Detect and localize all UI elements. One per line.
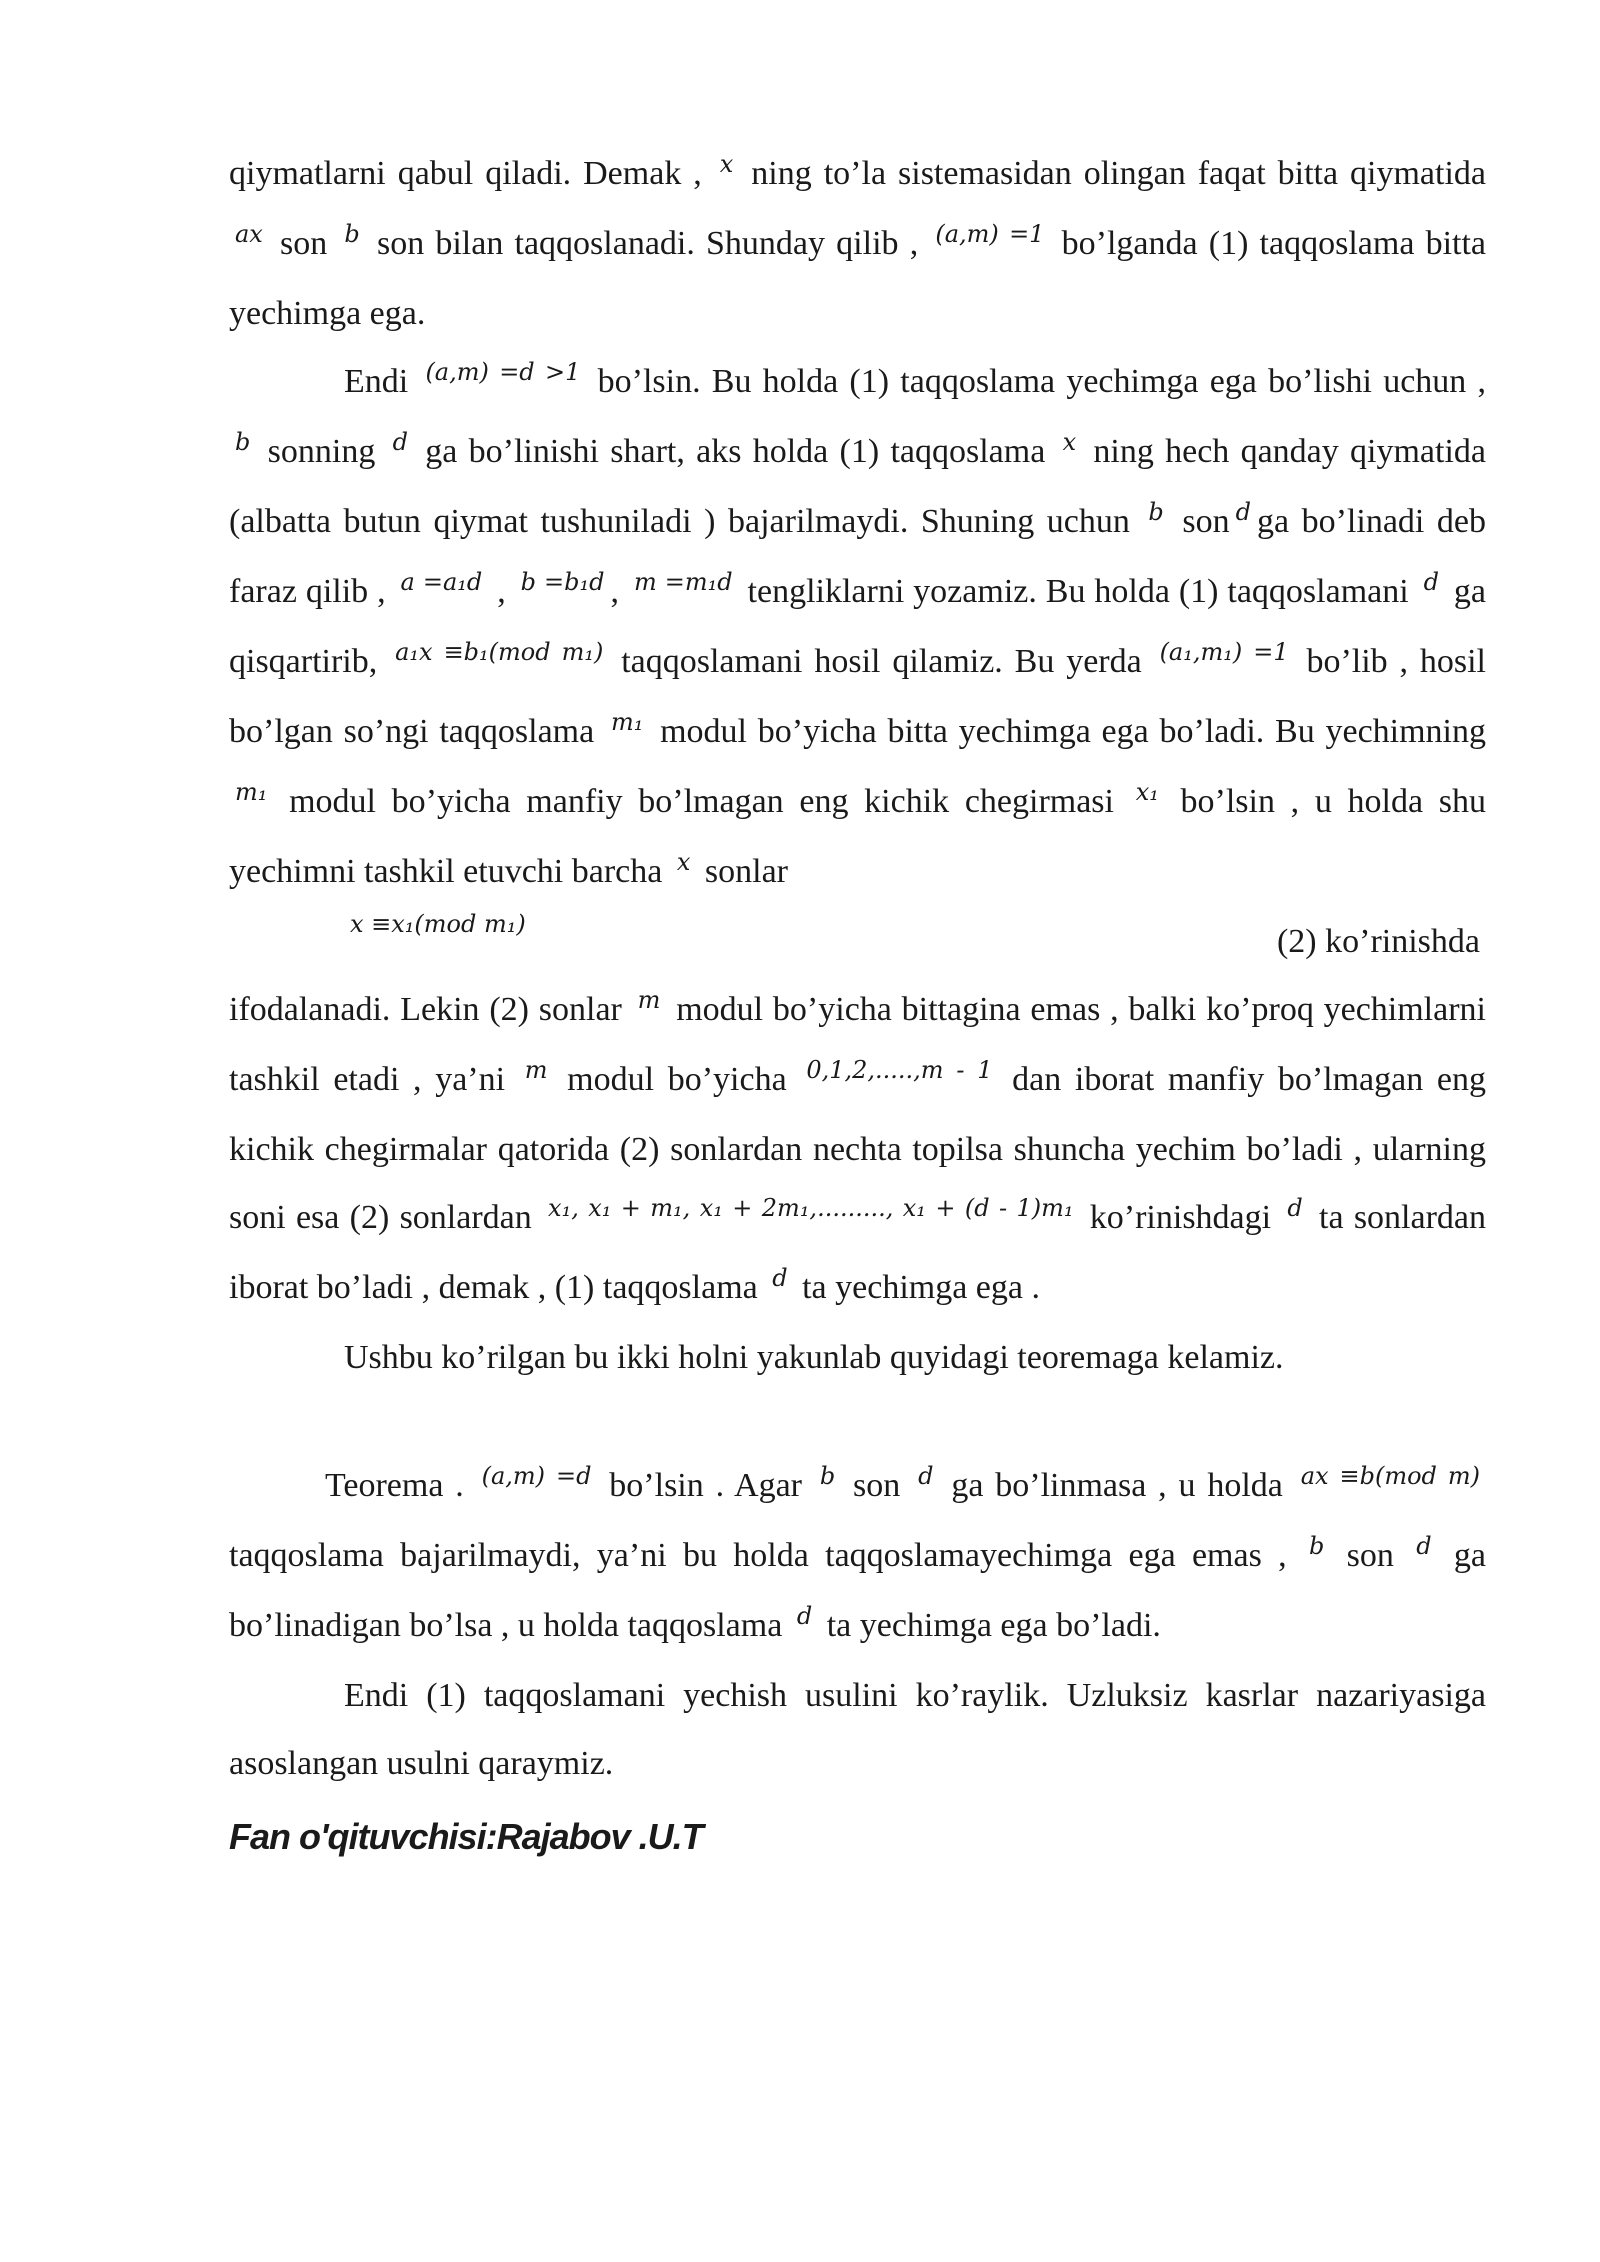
math-expression: ax (235, 220, 263, 248)
math-expression: ax ≡b(mod m) (1300, 1462, 1480, 1490)
math-expression: m₁ (610, 708, 644, 736)
text-run: qiymatlarni qabul qiladi. Demak , (229, 155, 714, 192)
math-expression: (a,m) =d >1 (425, 358, 581, 386)
text-run: modul bo’yicha manfiy bo’lmagan eng kichik chegirmasi (273, 783, 1130, 820)
text-run: ning hech qanday qiymatida (albatta butun qiymat tushuniladi ) bajarilmaydi. Shuning uchun (229, 433, 1486, 540)
math-expression: d (1235, 498, 1251, 526)
math-expression: x₁ (1135, 778, 1159, 806)
paragraph-p1 (229, 140, 1486, 348)
body-text-block-2 (229, 976, 1486, 1392)
math-expression: x₁, x₁ + m₁, x₁ + 2m₁,........., x₁ + (d - 1)m₁ (548, 1194, 1074, 1222)
math-expression: d (772, 1264, 788, 1292)
math-expression: a₁x ≡b₁(mod m₁) (395, 638, 604, 666)
math-expression: x (719, 150, 734, 178)
math-expression: x (1062, 428, 1077, 456)
paragraph-p2 (229, 348, 1486, 908)
math-expression: b (1148, 498, 1164, 526)
formula-label: (2) ko’rinishda (1276, 923, 1480, 960)
text-run: son (268, 225, 339, 262)
math-expression: b (344, 220, 360, 248)
text-run: bo’lganda (1) taqqoslama bitta yechimga ega. (229, 225, 1487, 332)
text-run: ko’rinishdagi (1079, 1199, 1282, 1236)
text-run: son (841, 1467, 913, 1504)
math-expression: d (1423, 568, 1439, 596)
formula-line (229, 908, 1486, 976)
math-expression: m₁ (235, 778, 268, 806)
text-run: , (488, 573, 515, 610)
math-expression: b (819, 1462, 836, 1490)
text-run: ifodalanadi. Lekin (2) sonlar (229, 991, 632, 1028)
text-run: sonning (256, 433, 387, 470)
math-expression: d (1287, 1194, 1303, 1222)
text-run: son bilan taqqoslanadi. Shunday qilib , (365, 225, 930, 262)
text-run: taqqoslama bajarilmaydi, ya’ni bu holda taqqoslamayechimga ega emas , (229, 1537, 1303, 1574)
document-page (229, 140, 1486, 1858)
math-expression: (a,m) =d (481, 1462, 592, 1490)
math-expression: d (1416, 1532, 1432, 1560)
text-run: ga bo’linadi deb faraz qilib , (229, 503, 1487, 610)
text-run: bo’lsin. Bu holda (1) taqqoslama yechimga ega bo’lishi uchun , (586, 363, 1487, 400)
math-expression: 0,1,2,.....,m - 1 (806, 1056, 993, 1084)
paragraph-p4 (229, 1324, 1486, 1392)
text-run: ta yechimga ega bo’ladi. (818, 1607, 1161, 1644)
text-run: ga bo’linadigan bo’lsa , u holda taqqoslama (229, 1537, 1487, 1644)
section-spacer (229, 1392, 1486, 1452)
text-run: Ushbu ko’rilgan bu ikki holni yakunlab quyidagi teoremaga kelamiz. (344, 1339, 1284, 1376)
text-run: taqqoslamani hosil qilamiz. Bu yerda (609, 643, 1154, 680)
closing-paragraph (229, 1662, 1486, 1798)
text-run: , (610, 573, 628, 610)
math-expression: d (918, 1462, 934, 1490)
text-run: ga qisqartirib, (229, 573, 1486, 680)
math-expression: (a,m) =1 (935, 220, 1045, 248)
text-run: modul bo’yicha bitta yechimga ega bo’ladi. Bu yechimning (649, 713, 1487, 750)
math-expression: m (637, 986, 661, 1014)
text-run: bo’lsin . Agar (597, 1467, 814, 1504)
text-run: ta sonlardan iborat bo’ladi , demak , (1) taqqoslama (229, 1199, 1487, 1306)
math-expression: d (796, 1602, 813, 1630)
math-expression: a =a₁d (400, 568, 483, 596)
signature: Fan o'qituvchisi:Rajabov .U.T (229, 1816, 703, 1857)
math-expression: x (676, 848, 691, 876)
text-run: ga bo’linmasa , u holda (939, 1467, 1295, 1504)
text-run: Endi (344, 363, 420, 400)
formula-x-congruence: x ≡x₁(mod m₁) (350, 910, 526, 938)
text-run: tengliklarni yozamiz. Bu holda (1) taqqoslamani (738, 573, 1418, 610)
text-run: ning to’la sistemasidan olingan faqat bitta qiymatida (739, 155, 1486, 192)
math-expression: m (524, 1056, 548, 1084)
math-expression: (a₁,m₁) =1 (1159, 638, 1289, 666)
math-expression: b (1308, 1532, 1325, 1560)
text-run: modul bo’yicha (553, 1061, 801, 1098)
text-run: sonlar (696, 853, 788, 890)
math-expression: b =b₁d (520, 568, 605, 596)
text-run: Endi (1) taqqoslamani yechish usulini ko’raylik. Uzluksiz kasrlar nazariyasiga asoslangan usulni qaraymiz. (229, 1677, 1486, 1782)
text-run: ga bo’linishi shart, aks holda (1) taqqoslama (413, 433, 1057, 470)
text-run: dan iborat manfiy bo’lmagan eng kichik chegirmalar qatorida (2) sonlardan nechta topilsa shuncha yechim bo’ladi , ularning soni esa (2) sonlardan (229, 1061, 1486, 1236)
theorem-paragraph (229, 1452, 1486, 1662)
text-run: bo’lib , hosil bo’lgan so’ngi taqqoslama (229, 643, 1487, 750)
text-run: son (1330, 1537, 1411, 1574)
text-run: Teorema . (325, 1467, 476, 1504)
math-expression: m =m₁d (633, 568, 733, 596)
text-run: modul bo’yicha bittagina emas , balki ko’proq yechimlarni tashkil etadi , ya’ni (229, 991, 1486, 1098)
text-run: ta yechimga ega . (793, 1269, 1040, 1306)
paragraph-p3 (229, 976, 1486, 1324)
math-expression: d (392, 428, 408, 456)
body-text-block-1 (229, 140, 1486, 908)
math-expression: b (235, 428, 251, 456)
text-run: son (1169, 503, 1230, 540)
text-run: bo’lsin , u holda shu yechimni tashkil etuvchi barcha (229, 783, 1486, 890)
